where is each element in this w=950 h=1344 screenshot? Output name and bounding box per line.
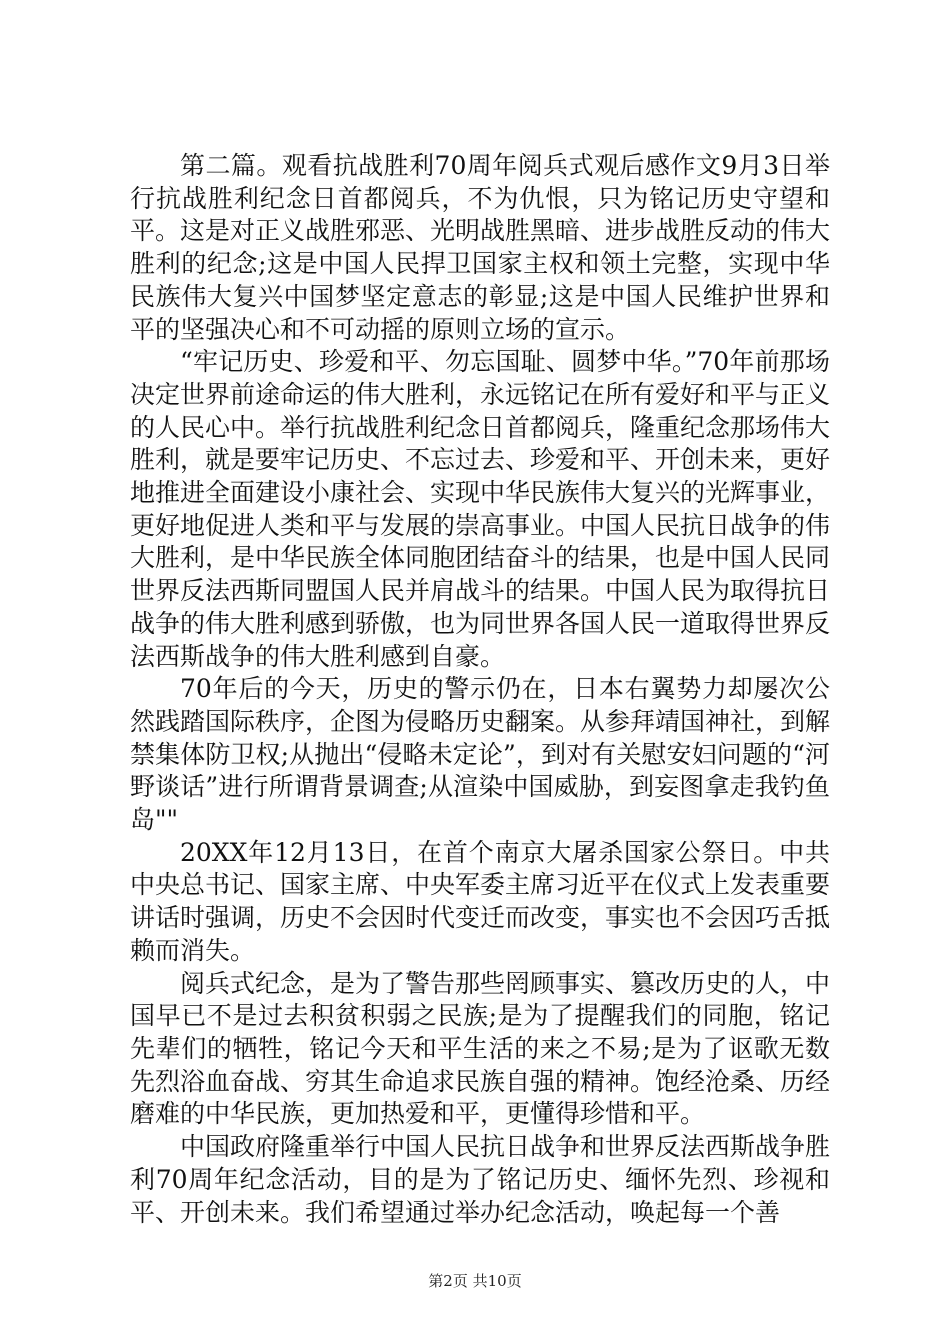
paragraph-5: 阅兵式纪念，是为了警告那些罔顾事实、篡改历史的人，中国早已不是过去积贫积弱之民族;是为了提醒我们的同胞，铭记先辈们的牺牲，铭记今天和平生活的来之不易;是为了讴歌无数先烈浴血奋战、穷其生命追求民族自强的精神。饱经沧桑、历经磨难的中华民族，更加热爱和平，更懂得珍惜和平。 <box>130 968 831 1129</box>
paragraph-2: “牢记历史、珍爱和平、勿忘国耻、圆梦中华。”70年前那场决定世界前途命运的伟大胜利，永远铭记在所有爱好和平与正义的人民心中。举行抗战胜利纪念日首都阅兵，隆重纪念那场伟大胜利，就是要牢记历史、不忘过去、珍爱和平、开创未来，更好地推进全面建设小康社会、实现中华民族伟大复兴的光辉事业，更好地促进人类和平与发展的崇高事业。中国人民抗日战争的伟大胜利，是中华民族全体同胞团结奋斗的结果，也是中国人民同世界反法西斯同盟国人民并肩战斗的结果。中国人民为取得抗日战争的伟大胜利感到骄傲，也为同世界各国人民一道取得世界反法西斯战争的伟大胜利感到自豪。 <box>130 347 831 671</box>
paragraph-6: 中国政府隆重举行中国人民抗日战争和世界反法西斯战争胜利70周年纪念活动，目的是为了铭记历史、缅怀先烈、珍视和平、开创未来。我们希望通过举办纪念活动，唤起每一个善 <box>130 1132 831 1227</box>
document-body <box>130 150 830 1229</box>
page-number-footer: 第2页 共10页 <box>428 1272 522 1290</box>
paragraph-4: 20XX年12月13日，在首个南京大屠杀国家公祭日。中共中央总书记、国家主席、中央军委主席习近平在仪式上发表重要讲话时强调，历史不会因时代变迁而改变，事实也不会因巧舌抵赖而消失。 <box>130 837 831 965</box>
paragraph-3: 70年后的今天，历史的警示仍在，日本右翼势力却屡次公然践踏国际秩序，企图为侵略历史翻案。从参拜靖国神社，到解禁集体防卫权;从抛出“侵略未定论”，到对有关慰安妇问题的“河野谈话”进行所谓背景调查;从渲染中国威胁，到妄图拿走我钓鱼岛"" <box>130 674 831 835</box>
paragraph-1: 第二篇。观看抗战胜利70周年阅兵式观后感作文9月3日举行抗战胜利纪念日首都阅兵，不为仇恨，只为铭记历史守望和平。这是对正义战胜邪恶、光明战胜黑暗、进步战胜反动的伟大胜利的纪念;这是中国人民捍卫国家主权和领土完整，实现中华民族伟大复兴中国梦坚定意志的彰显;这是中国人民维护世界和平的坚强决心和不可动摇的原则立场的宣示。 <box>130 151 831 344</box>
